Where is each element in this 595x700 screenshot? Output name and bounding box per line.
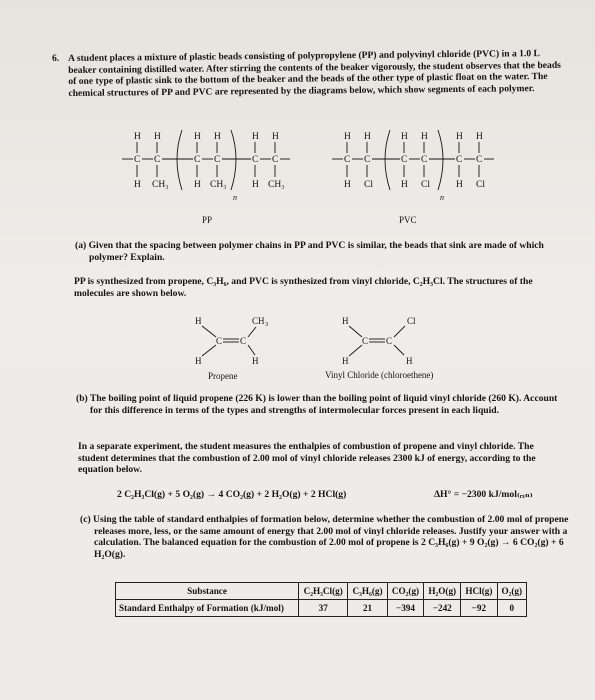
svg-text:H: H [476,132,483,142]
table-cell: 21 [348,600,387,617]
svg-text:C: C [362,336,369,346]
pvc-label: PVC [399,215,417,225]
part-b-text: (b) The boiling point of liquid propene (226 K) is lower than the boiling point of liquid vinyl chloride (260 K). Account for this difference in terms of the types and strengths of intermolecular forces present in each liquid. [76,393,558,416]
svg-text:C: C [214,155,221,165]
svg-text:H: H [272,132,279,142]
svg-text:C: C [421,155,428,165]
question-number: 6. [52,53,60,64]
svg-text:C: C [386,336,393,346]
table-row [116,600,527,617]
table-header-cell: O₂(g) [497,583,526,600]
part-a-text: (a) Given that the spacing between polymer chains in PP and PVC is similar, the beads that sink are made of which polymer? Explain. [75,240,544,263]
synthesis-text: PP is synthesized from propene, C₃H₆, and PVC is synthesized from vinyl chloride, C₂H₃Cl. The structures of the molecules are shown below. [74,276,533,299]
svg-text:H: H [214,132,221,142]
pp-bottom-5: H [252,180,259,190]
svg-text:C: C [194,155,201,165]
svg-text:H: H [456,132,463,142]
svg-text:C: C [252,155,259,165]
svg-text:H: H [252,356,259,366]
svg-text:H: H [344,132,351,142]
propene-structure [195,316,268,366]
svg-text:3: 3 [265,321,269,328]
pvc-bottom-4: Cl [421,180,430,190]
svg-text:CH: CH [252,316,265,326]
table-row-label: Standard Enthalpy of Formation (kJ/mol) [116,600,299,617]
svg-text:C: C [364,155,371,165]
pp-bottom-2: CH₃ [152,180,169,190]
experiment-text: In a separate experiment, the student measures the enthalpies of combustion of propene and vinyl chloride. The student determines that the combustion of 2.00 mol of vinyl chloride releases 2300 kJ of energy, according to the equation below. [78,441,536,476]
enthalpy-value: ΔH° = −2300 kJ/mol₍ᵣₓₙ₎ [434,489,533,500]
svg-text:C: C [344,155,351,165]
svg-text:H: H [421,132,428,142]
pvc-bottom-3: H [401,180,408,190]
combustion-equation: 2 C₂H₃Cl(g) + 5 O₂(g) → 4 CO₂(g) + 2 H₂O(g) + 2 HCl(g) [117,489,347,500]
vinyl-chloride-label: Vinyl Chloride (chloroethene) [325,370,434,380]
monomer-structures [190,312,450,372]
table-header-cell: CO₂(g) [387,583,423,600]
pvc-bottom-1: H [344,180,351,190]
pp-label: PP [202,215,213,225]
svg-text:H: H [134,132,141,142]
svg-text:C: C [240,336,247,346]
pvc-bottom-2: Cl [364,180,373,190]
pvc-bottom-6: Cl [476,180,485,190]
table-cell: −394 [387,600,423,617]
question-intro: A student places a mixture of plastic beads consisting of polypropylene (PP) and polyvinyl chloride (PVC) in a 1.0 L beaker containing distilled water. After stirring the contents of the beaker vigorously, the student observes that the beads of one type of plastic sink to the bottom of the beaker and the beads of the other type of plastic float on the water. The chemical structures of PP and PVC are represented by the diagrams below, which show segments of each polymer. [68,48,561,99]
svg-text:H: H [406,356,413,366]
pp-bottom-1: H [134,180,141,190]
polymer-structures [100,128,520,228]
table-header-cell: Substance [116,583,299,600]
pp-bottom-6: CH₃ [268,180,285,190]
svg-text:H: H [342,316,349,326]
table-cell: −92 [461,600,497,617]
svg-text:C: C [456,155,463,165]
table-header-cell: HCl(g) [461,583,497,600]
table-cell: 0 [497,600,526,617]
part-c-text: (c) Using the table of standard enthalpies of formation below, determine whether the combustion of 2.00 mol of propene releases more, less, or the same amount of energy that 2.00 mol of vinyl chloride releases. Justify your answer with a calculation. The balanced equation for the combustion of 2.00 mol of propene is 2 C₃H₆(g) + 9 O₂(g) → 6 CO₂(g) + 6 H₂O(g). [80,514,569,560]
svg-text:C: C [216,336,223,346]
svg-text:C: C [401,155,408,165]
table-header-row [116,583,527,600]
vinyl-chloride-structure [342,316,416,366]
pp-bottom-atoms [134,180,285,190]
svg-text:H: H [194,132,201,142]
table-header-cell: C₂H₃Cl(g) [299,583,348,600]
svg-text:H: H [401,132,408,142]
svg-text:C: C [154,155,161,165]
svg-text:n: n [233,193,237,202]
propene-label: Propene [208,371,238,381]
svg-text:H: H [195,316,202,326]
pvc-bottom-5: H [456,180,463,190]
table-header-cell: C₃H₆(g) [348,583,387,600]
pp-bottom-4: CH₃ [210,180,227,190]
svg-text:H: H [252,132,259,142]
svg-text:H: H [154,132,161,142]
enthalpy-table [115,582,527,617]
svg-text:H: H [195,356,202,366]
table-header-cell: H₂O(g) [424,583,461,600]
svg-text:H: H [364,132,371,142]
svg-text:H: H [342,356,349,366]
svg-text:C: C [134,155,141,165]
svg-text:Cl: Cl [407,316,416,326]
table-cell: 37 [299,600,348,617]
pvc-bottom-atoms [344,180,485,190]
table-cell: −242 [424,600,461,617]
svg-text:C: C [476,155,483,165]
pp-structure [122,130,290,202]
svg-text:C: C [272,155,279,165]
pvc-structure [332,130,494,202]
pp-bottom-3: H [194,180,201,190]
svg-text:n: n [440,193,444,202]
